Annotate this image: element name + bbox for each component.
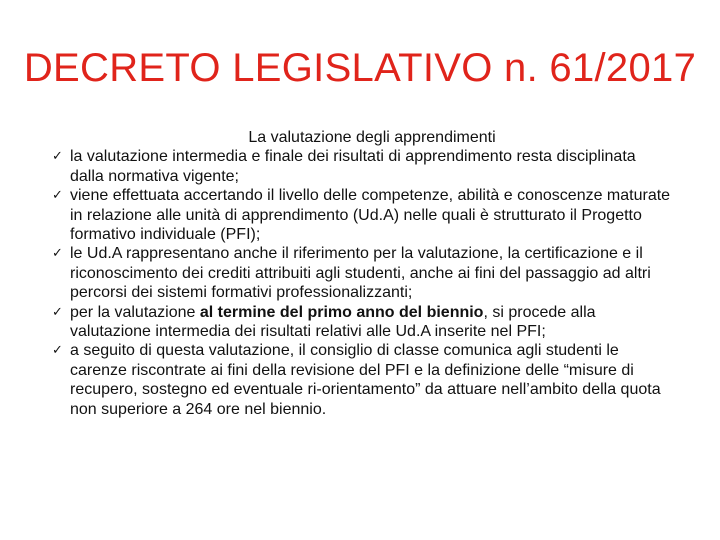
list-item-text: a seguito di questa valutazione, il consiglio di classe comunica agli studenti le carenze riscontrate ai fini della revisione del PFI e la definizione delle “misure di recupero, sostegno ed eventuale ri-orientamento” da attuare nell’ambito della quota non superiore a 264 ore nel biennio. xyxy=(70,342,661,418)
list-item xyxy=(52,341,672,419)
slide-content xyxy=(52,128,672,419)
list-item-text: la valutazione intermedia e finale dei risultati di apprendimento resta disciplinata dalla normativa vigente; xyxy=(70,148,636,185)
list-item-text: le Ud.A rappresentano anche il riferimento per la valutazione, la certificazione e il riconoscimento dei crediti attribuiti agli studenti, anche ai fini del passaggio ad altri percorsi dei sistemi formativi professionalizzanti; xyxy=(70,245,651,302)
checkmark-icon: ✓ xyxy=(52,246,63,262)
checkmark-icon: ✓ xyxy=(52,304,63,320)
list-item xyxy=(52,147,672,186)
slide-subtitle: La valutazione degli apprendimenti xyxy=(248,129,496,146)
checkmark-icon: ✓ xyxy=(52,343,63,359)
list-item xyxy=(52,186,672,244)
checkmark-icon: ✓ xyxy=(52,188,63,204)
bullet-list xyxy=(52,147,672,419)
list-item-text-bold: al termine del primo anno del biennio xyxy=(199,303,484,321)
list-item xyxy=(52,303,672,342)
list-item-text: viene effettuata accertando il livello delle competenze, abilità e conoscenze maturate in relazione alle unità di apprendimento (Ud.A) nelle quali è strutturato il Progetto formativo individuale (PFI); xyxy=(70,187,671,244)
list-item-text-after: , si procede alla valutazione intermedia dei risultati relativi alle Ud.A inserite nel PFI; xyxy=(70,303,596,341)
checkmark-icon: ✓ xyxy=(52,149,63,165)
slide-title: DECRETO LEGISLATIVO n. 61/2017 xyxy=(23,46,697,90)
list-item-text-before: per la valutazione xyxy=(70,303,200,321)
list-item xyxy=(52,244,672,302)
